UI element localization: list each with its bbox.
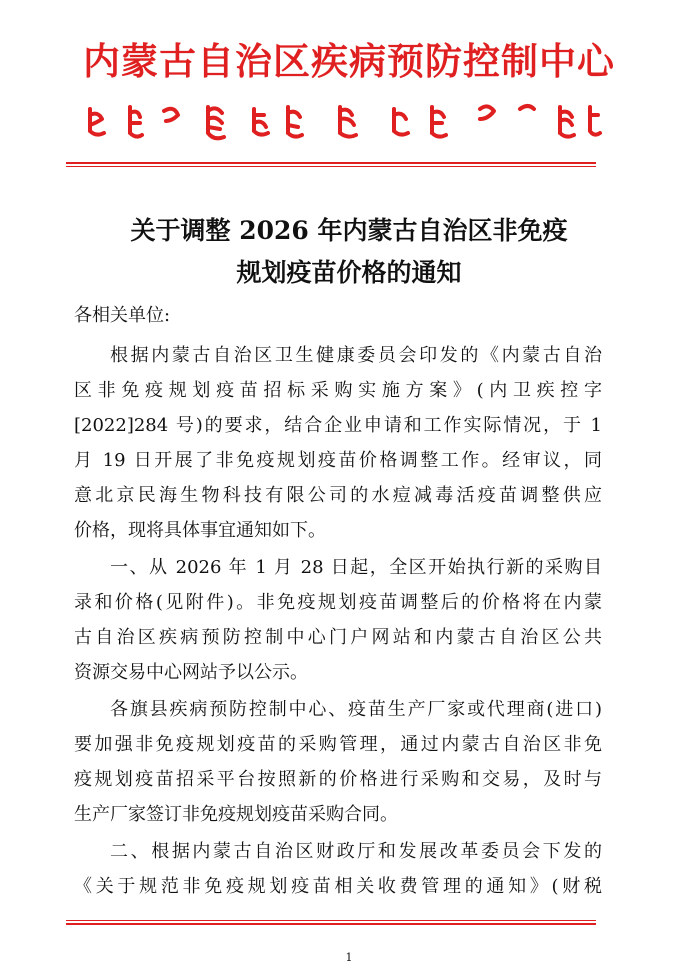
footer-red-rule-thick <box>66 923 596 925</box>
header-red-rule-thin <box>66 166 596 167</box>
body-line: 月 19 日开展了非免疫规划疫苗价格调整工作。经审议，同 <box>74 450 602 471</box>
document-title-line1: 关于调整 2026 年内蒙古自治区非免疫 <box>130 216 568 245</box>
body-line: 生产厂家签订非免疫规划疫苗采购合同。 <box>74 804 398 825</box>
body-line: 根据内蒙古自治区卫生健康委员会印发的《内蒙古自治 <box>110 345 602 366</box>
mongolian-script-line <box>82 97 602 149</box>
body-line: 区非免疫规划疫苗招标采购实施方案》(内卫疾控字 <box>74 380 602 401</box>
page-number: 1 <box>345 951 353 964</box>
document-greeting: 各相关单位: <box>74 305 171 326</box>
body-line: 一、从 2026 年 1 月 28 日起，全区开始执行新的采购目 <box>110 557 602 578</box>
body-line: 录和价格(见附件)。非免疫规划疫苗调整后的价格将在内蒙 <box>74 592 602 613</box>
document-title-line2: 规划疫苗价格的通知 <box>236 258 462 287</box>
body-line: 《关于规范非免疫规划疫苗相关收费管理的通知》(财税 <box>74 876 602 897</box>
body-line: 要加强非免疫规划疫苗的采购管理，通过内蒙古自治区非免 <box>74 734 602 755</box>
body-line: 古自治区疾病预防控制中心门户网站和内蒙古自治区公共 <box>74 627 602 648</box>
letterhead-org-name: 内蒙古自治区疾病预防控制中心 <box>83 40 615 83</box>
body-line: 价格，现将具体事宜通知如下。 <box>74 520 326 541</box>
body-line: 资源交易中心网站予以公示。 <box>74 662 308 683</box>
body-line: 意北京民海生物科技有限公司的水痘减毒活疫苗调整供应 <box>74 485 602 506</box>
body-line: 二、根据内蒙古自治区财政厅和发展改革委员会下发的 <box>110 841 602 862</box>
footer-red-rule-thin <box>66 920 596 921</box>
header-red-rule-thick <box>66 162 596 164</box>
body-line: [2022]284 号)的要求，结合企业申请和工作实际情况，于 1 <box>74 415 602 436</box>
body-line: 各旗县疾病预防控制中心、疫苗生产厂家或代理商(进口) <box>110 699 602 720</box>
body-line: 疫规划疫苗招采平台按照新的价格进行采购和交易，及时与 <box>74 769 602 790</box>
